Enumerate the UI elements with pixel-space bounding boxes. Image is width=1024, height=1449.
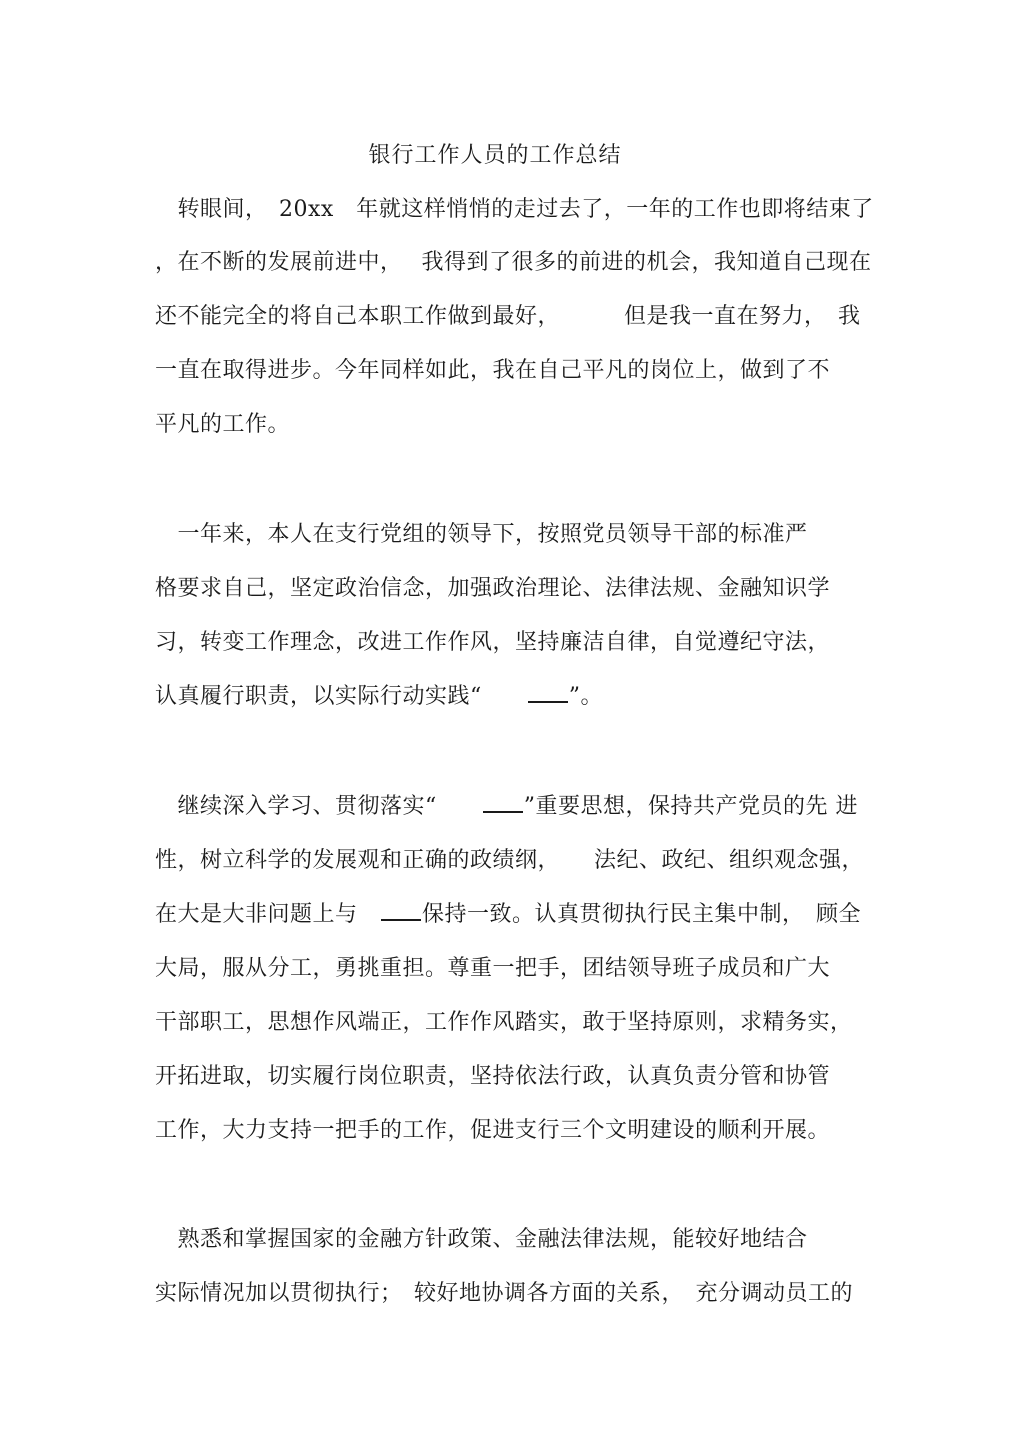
paragraph-3-line-1 [155,792,858,822]
paragraph-2-line-4-a: 认真履行职责，以实际行动实践“ [155,684,527,709]
paragraph-2-line-4 [155,682,603,712]
paragraph-1-line-5: 平凡的工作。 [155,412,291,437]
paragraph-4-line-1: 熟悉和掌握国家的金融方针政策、金融法律法规，能较好地结合 [155,1227,808,1252]
paragraph-3-line-1-a: 继续深入学习、贯彻落实“ [155,794,482,819]
paragraph-2-line-4-b: ”。 [568,684,603,709]
fill-in-blank [483,793,523,813]
paragraph-2-line-3: 习，转变工作理念，改进工作作风，坚持廉洁自律，自觉遵纪守法， [155,630,831,655]
paragraph-2-line-2: 格要求自己，坚定政治信念，加强政治理论、法律法规、金融知识学 [155,576,831,601]
paragraph-3-line-6: 开拓进取，切实履行岗位职责，坚持依法行政，认真负责分管和协管 [155,1064,831,1089]
paragraph-3-line-3-a: 在大是大非问题上与 [155,902,381,927]
paragraph-3-line-5: 干部职工，思想作风端正，工作作风踏实，敢于坚持原则，求精务实， [155,1010,853,1035]
paragraph-3-line-3 [155,900,861,930]
fill-in-blank [381,901,421,921]
paragraph-3-line-3-b: 保持一致。认真贯彻执行民主集中制， 顾全 [422,902,862,927]
paragraph-2-line-1: 一年来，本人在支行党组的领导下，按照党员领导干部的标准严 [155,522,808,547]
document-title: 银行工作人员的工作总结 [368,143,622,168]
paragraph-4-line-2: 实际情况加以贯彻执行； 较好地协调各方面的关系， 充分调动员工的 [155,1281,854,1306]
paragraph-1-line-3: 还不能完全的将自己本职工作做到最好， 但是我一直在努力， 我 [155,304,861,329]
paragraph-1-line-4: 一直在取得进步。今年同样如此，我在自己平凡的岗位上，做到了不 [155,358,831,383]
paragraph-3-line-2: 性，树立科学的发展观和正确的政绩纲， 法纪、政纪、组织观念强， [155,848,865,873]
fill-in-blank [528,683,568,703]
paragraph-3-line-7: 工作，大力支持一把手的工作，促进支行三个文明建设的顺利开展。 [155,1118,831,1143]
paragraph-1-line-1: 转眼间， 20xx 年就这样悄悄的走过去了，一年的工作也即将结束了 [155,197,874,222]
paragraph-1-line-2: ，在不断的发展前进中， 我得到了很多的前进的机会，我知道自己现在 [155,250,872,275]
paragraph-3-line-4: 大局，服从分工，勇挑重担。尊重一把手，团结领导班子成员和广大 [155,956,831,981]
paragraph-3-line-1-b: ”重要思想，保持共产党员的先 进 [523,794,858,819]
